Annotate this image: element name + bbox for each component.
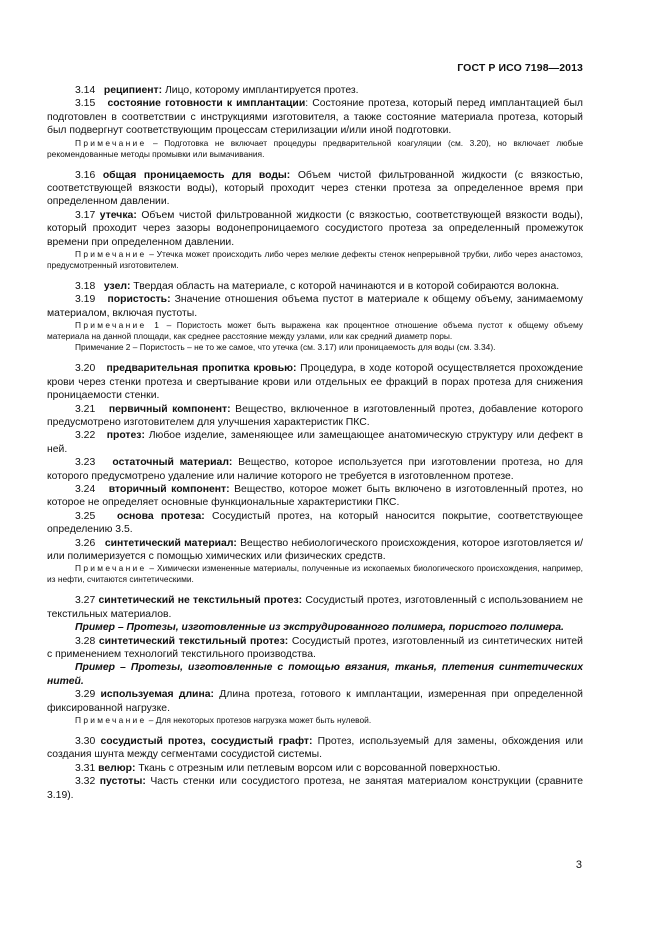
entry-term: синтетический материал: [104, 537, 237, 549]
definition-entry [47, 594, 583, 621]
definition-entry [47, 510, 583, 537]
entry-term: общая проницаемость для воды: [102, 169, 291, 181]
entry-number: 3.31 [75, 762, 96, 774]
entry-number: 3.22 [75, 430, 96, 442]
entry-term: остаточный материал: [112, 457, 233, 469]
definition-entry [47, 97, 583, 137]
definition-entry [47, 429, 583, 456]
entry-number: 3.26 [75, 537, 96, 549]
definition-entry [47, 775, 583, 802]
entry-definition: Вещество, включенное в изготовленный протез, добавление которого предусмотрено изготовителем для улучшения характеристик ПКС. [47, 403, 583, 428]
entry-number: 3.25 [75, 510, 96, 522]
note-label: Примечание [75, 137, 147, 148]
entry-definition: Сосудистый протез, изготовленный с использованием не текстильных материалов. [47, 595, 583, 620]
definition-entry [47, 635, 583, 662]
entry-term: основа протеза: [117, 510, 205, 522]
entry-number: 3.17 [75, 209, 96, 221]
entry-definition: Значение отношения объема пустот в материале к общему объему, занимаемому материалом, включая пустоты. [47, 294, 583, 319]
entry-number: 3.20 [75, 363, 96, 375]
entry-number: 3.21 [75, 403, 96, 415]
definition-entry [47, 293, 583, 320]
entry-definition: Длина протеза, готового к имплантации, измеренная при определенной фиксированной нагрузке. [47, 689, 583, 714]
entry-number: 3.24 [75, 483, 96, 495]
example: Пример – Протезы, изготовленные из экструдированного полимера, пористого полимера. [75, 622, 564, 634]
definition-entry [47, 209, 583, 249]
entry-term: синтетический не текстильный протез: [98, 595, 303, 607]
note-text: – Химически измененные материалы, полученные из ископаемых биологического происхождения, например, из нефти, считаются синтетическими. [47, 563, 583, 585]
definition-entry [47, 537, 583, 564]
entry-term: утечка: [99, 209, 137, 221]
note-text: – Пористость может быть выражена как процентное отношение объема пустот к общему объему материала на данной площади, как среднее расстояние между узлами, или как средний диаметр поры. [47, 320, 583, 342]
note [47, 138, 583, 160]
entry-definition: Вещество небиологического происхождения, которое изготовляется и/или полимеризуется с помощью химических или физических средств. [47, 537, 583, 562]
entry-number: 3.30 [75, 736, 96, 748]
entry-definition: Вещество, которое может быть включено в изготовленный протез, но которое не определяет основные функциональные характеристики ПКС. [47, 483, 583, 509]
entry-term: предварительная пропитка кровью: [106, 363, 297, 375]
entry-definition: Протез, используемый для замены, обхождения или создания шунта между сегментами сосудистой системы. [47, 736, 584, 761]
document-body [47, 84, 583, 802]
entry-definition: Сосудистый протез, изготовленный из синтетических нитей с применением технологий текстильного производства. [47, 635, 583, 660]
entry-definition: Лицо, которому имплантируется протез. [162, 85, 359, 96]
entry-number: 3.29 [75, 689, 96, 701]
entry-term: узел: [103, 281, 131, 293]
entry-term: используемая длина: [100, 689, 214, 701]
definition-entry [47, 169, 583, 209]
example: Пример – Протезы, изготовленные с помощью вязания, тканья, плетения синтетических нитей. [47, 662, 583, 687]
note-label: Примечание [75, 715, 147, 726]
note-label: Примечание 1 [75, 320, 162, 331]
entry-number: 3.18 [75, 281, 96, 293]
document-header: ГОСТ Р ИСО 7198—2013 [457, 62, 583, 74]
entry-term: пустоты: [99, 776, 146, 788]
entry-definition: Процедура, в ходе которой осуществляется прохождение крови через стенки протеза и свертывание крови или отдельных ее фракций в порах протеза для снижения проницаемости стенки. [47, 363, 583, 402]
definition-entry [47, 456, 583, 483]
definition-entry [47, 403, 583, 430]
entry-number: 3.23 [75, 457, 96, 469]
entry-number: 3.14 [75, 85, 96, 96]
note [47, 320, 583, 342]
entry-definition: Сосудистый протез, на который наносится покрытие, соответствующее определению 3.5. [47, 510, 583, 536]
entry-number: 3.27 [75, 595, 96, 607]
entry-term: протез: [106, 430, 145, 442]
entry-definition: Объем чистой фильтрованной жидкости (с вязкостью, соответствующей вязкости воды), который проходит через стенки протеза за определенное время при определенном давлении. [47, 169, 583, 208]
entry-term: первичный компонент: [108, 403, 231, 415]
entry-term: состояние готовности к имплантации [107, 98, 306, 110]
note: Примечание 2 – Пористость – не то же самое, что утечка (см. 3.17) или проницаемость для воды (см. 3.34). [75, 342, 496, 353]
note-text: – Утечка может происходить либо через мелкие дефекты стенок непрерывной трубки, либо через анастомоз, предусмотренный изготовителем. [47, 249, 583, 271]
entry-term: вторичный компонент: [108, 483, 230, 495]
entry-number: 3.28 [75, 635, 96, 647]
entry-definition: Твердая область на материале, с которой начинаются и в которой собираются волокна. [130, 281, 560, 293]
entry-definition: Любое изделие, заменяющее или замещающее анатомическую структуру или дефект в ней. [47, 430, 583, 455]
definition-entry [47, 735, 583, 762]
note-text: – Подготовка не включает процедуры предварительной коагуляции (см. 3.20), но включает любые рекомендованные методы промывки или вымачивания. [47, 137, 583, 159]
entry-definition: Ткань с отрезным или петлевым ворсом или с ворсованной поверхностью. [135, 762, 501, 774]
note [47, 249, 583, 271]
entry-number: 3.32 [75, 776, 96, 788]
note [47, 563, 583, 585]
definition-entry [47, 762, 583, 775]
entry-number: 3.19 [75, 294, 96, 306]
entry-term: сосудистый протез, сосудистый графт: [100, 736, 313, 748]
entry-number: 3.16 [75, 169, 96, 181]
entry-term: пористость: [107, 294, 171, 306]
definition-entry [47, 362, 583, 402]
entry-definition: : Состояние протеза, который перед имплантацией был подготовлен в соответствии с инструкциями изготовителя, а также состояние материала протеза, который был подвергнут соответствующим процессам стерилизации и/или иной подготовки. [47, 98, 583, 137]
definition-entry [47, 483, 583, 510]
entry-definition: Объем чистой фильтрованной жидкости (с вязкостью, соответствующей вязкости воды), который проходит через зазоры водонепроницаемого сосудистого протеза за определенный промежуток времени при определенном давлении. [47, 209, 583, 248]
entry-definition: Вещество, которое используется при изготовлении протеза, но для которого предусмотрено удаление или наличие которого не требуется в изготовленном протезе. [47, 457, 583, 482]
entry-definition: Часть стенки или сосудистого протеза, не занятая материалом конструкции (сравните 3.19). [47, 776, 584, 801]
definition-entry [47, 84, 583, 97]
entry-term: велюр: [98, 762, 136, 774]
entry-term: реципиент: [103, 85, 163, 96]
page-number: 3 [575, 859, 582, 871]
entry-number: 3.15 [75, 98, 96, 110]
note-label: Примечание [75, 563, 147, 574]
note [47, 715, 583, 726]
definition-entry [47, 688, 583, 715]
note-label: Примечание [75, 249, 147, 260]
note-text: – Для некоторых протезов нагрузка может быть нулевой. [146, 715, 372, 726]
entry-term: синтетический текстильный протез: [98, 635, 289, 647]
definition-entry [47, 280, 583, 293]
